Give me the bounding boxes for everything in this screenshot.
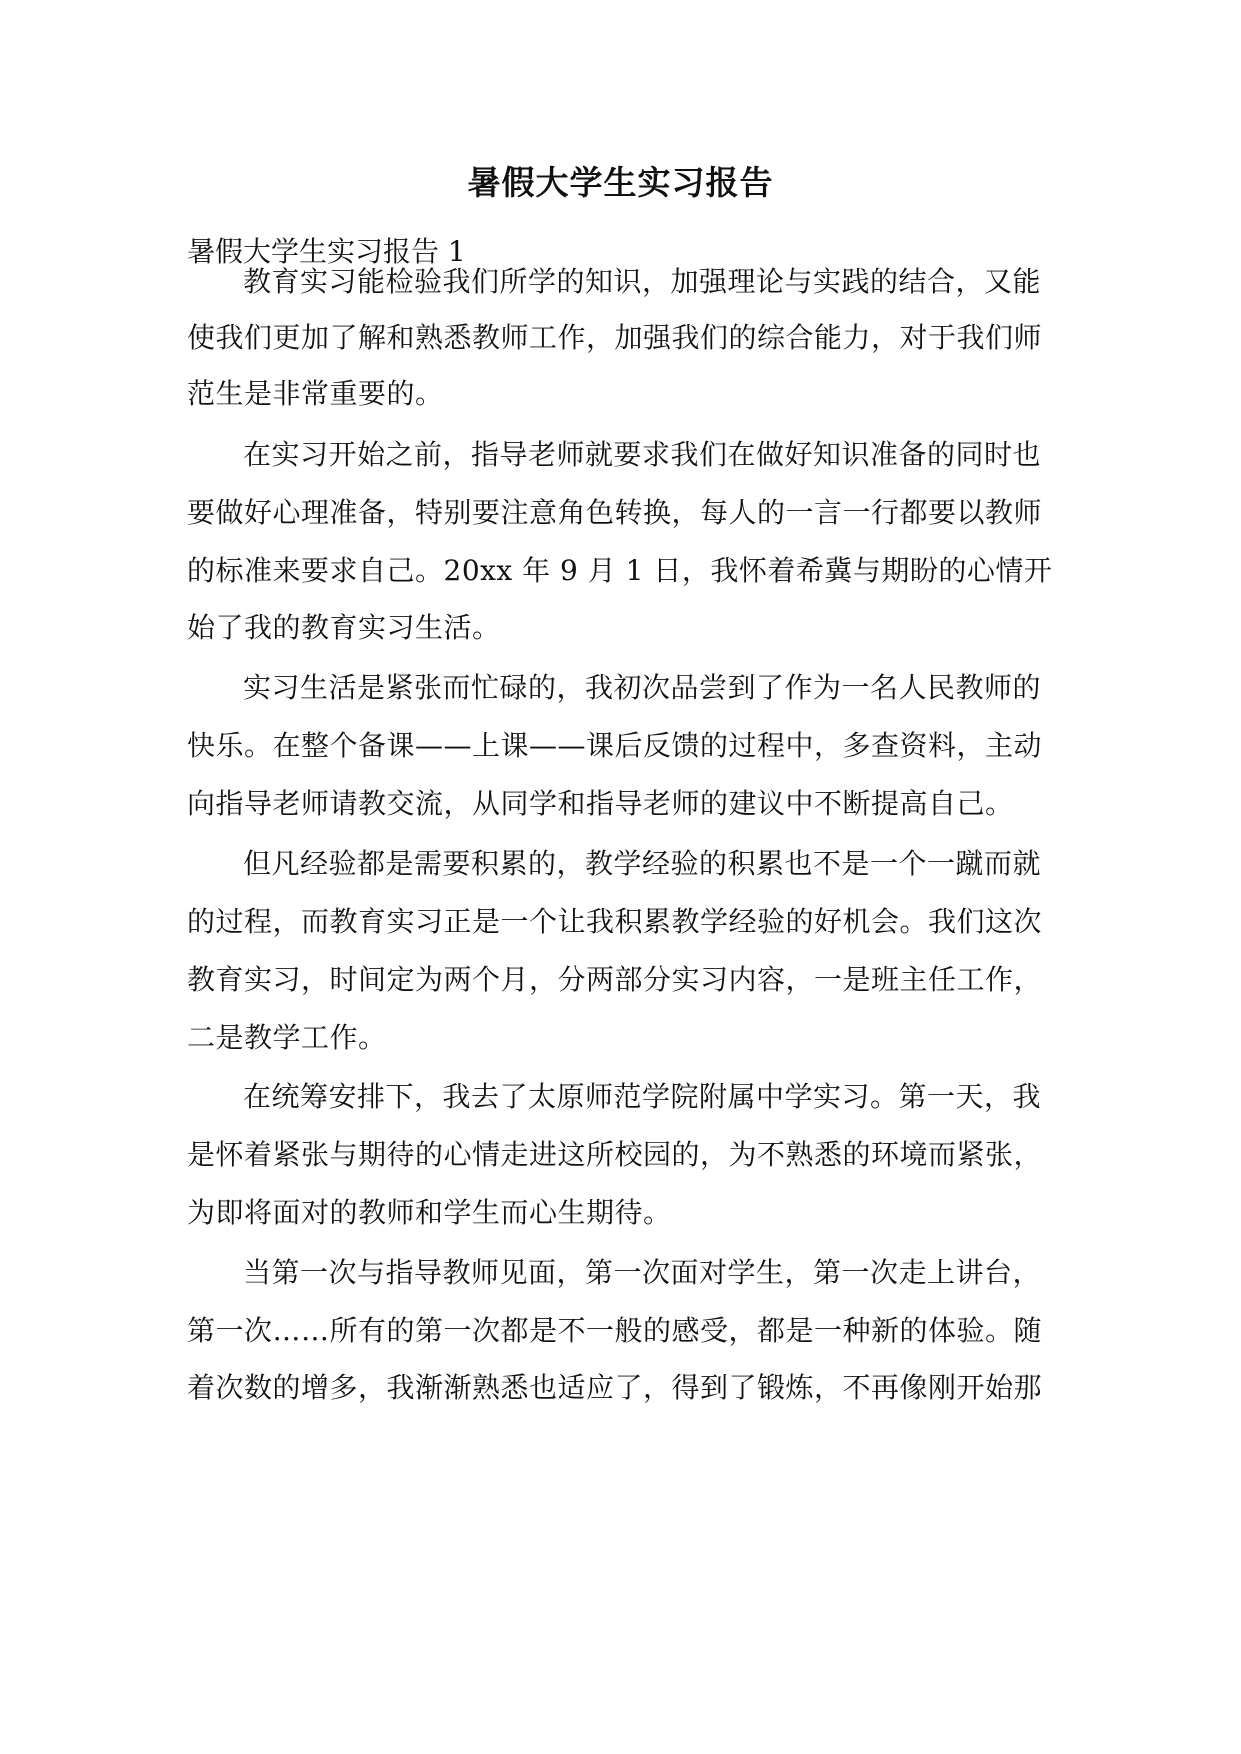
paragraph-1-line-3: 范生是非常重要的。 — [187, 377, 444, 410]
paragraph-4-line-1: 但凡经验都是需要积累的，教学经验的积累也不是一个一蹴而就 — [243, 847, 1042, 880]
paragraph-2-line-1: 在实习开始之前，指导老师就要求我们在做好知识准备的同时也 — [243, 438, 1042, 471]
paragraph-6-line-2: 第一次……所有的第一次都是不一般的感受，都是一种新的体验。随 — [187, 1314, 1043, 1347]
section-heading: 暑假大学生实习报告 1 — [187, 235, 466, 268]
paragraph-1-line-2: 使我们更加了解和熟悉教师工作，加强我们的综合能力，对于我们师 — [187, 321, 1043, 354]
paragraph-6-line-3: 着次数的增多，我渐渐熟悉也适应了，得到了锻炼，不再像刚开始那 — [187, 1371, 1043, 1404]
paragraph-5-line-1: 在统筹安排下，我去了太原师范学院附属中学实习。第一天，我 — [243, 1080, 1042, 1113]
paragraph-4-line-2: 的过程，而教育实习正是一个让我积累教学经验的好机会。我们这次 — [187, 905, 1043, 938]
paragraph-3-line-1: 实习生活是紧张而忙碌的，我初次品尝到了作为一名人民教师的 — [243, 671, 1042, 704]
paragraph-6-line-1: 当第一次与指导教师见面，第一次面对学生，第一次走上讲台， — [243, 1256, 1042, 1289]
paragraph-2-line-4: 始了我的教育实习生活。 — [187, 611, 501, 644]
paragraph-2-line-2: 要做好心理准备，特别要注意角色转换，每人的一言一行都要以教师 — [187, 496, 1043, 529]
paragraph-3-line-2: 快乐。在整个备课——上课——课后反馈的过程中，多查资料，主动 — [187, 729, 1043, 762]
paragraph-3-line-3: 向指导老师请教交流，从同学和指导老师的建议中不断提高自己。 — [187, 787, 1014, 820]
document-title: 暑假大学生实习报告 — [467, 163, 774, 202]
paragraph-2-line-3: 的标准来要求自己。20xx 年 9 月 1 日，我怀着希冀与期盼的心情开 — [187, 554, 1053, 587]
paragraph-4-line-3: 教育实习，时间定为两个月，分两部分实习内容，一是班主任工作， — [187, 963, 1043, 996]
paragraph-4-line-4: 二是教学工作。 — [187, 1021, 387, 1054]
paragraph-1-line-1: 教育实习能检验我们所学的知识，加强理论与实践的结合，又能 — [243, 265, 1042, 298]
paragraph-5-line-3: 为即将面对的教师和学生而心生期待。 — [187, 1196, 672, 1229]
paragraph-5-line-2: 是怀着紧张与期待的心情走进这所校园的，为不熟悉的环境而紧张， — [187, 1138, 1043, 1171]
